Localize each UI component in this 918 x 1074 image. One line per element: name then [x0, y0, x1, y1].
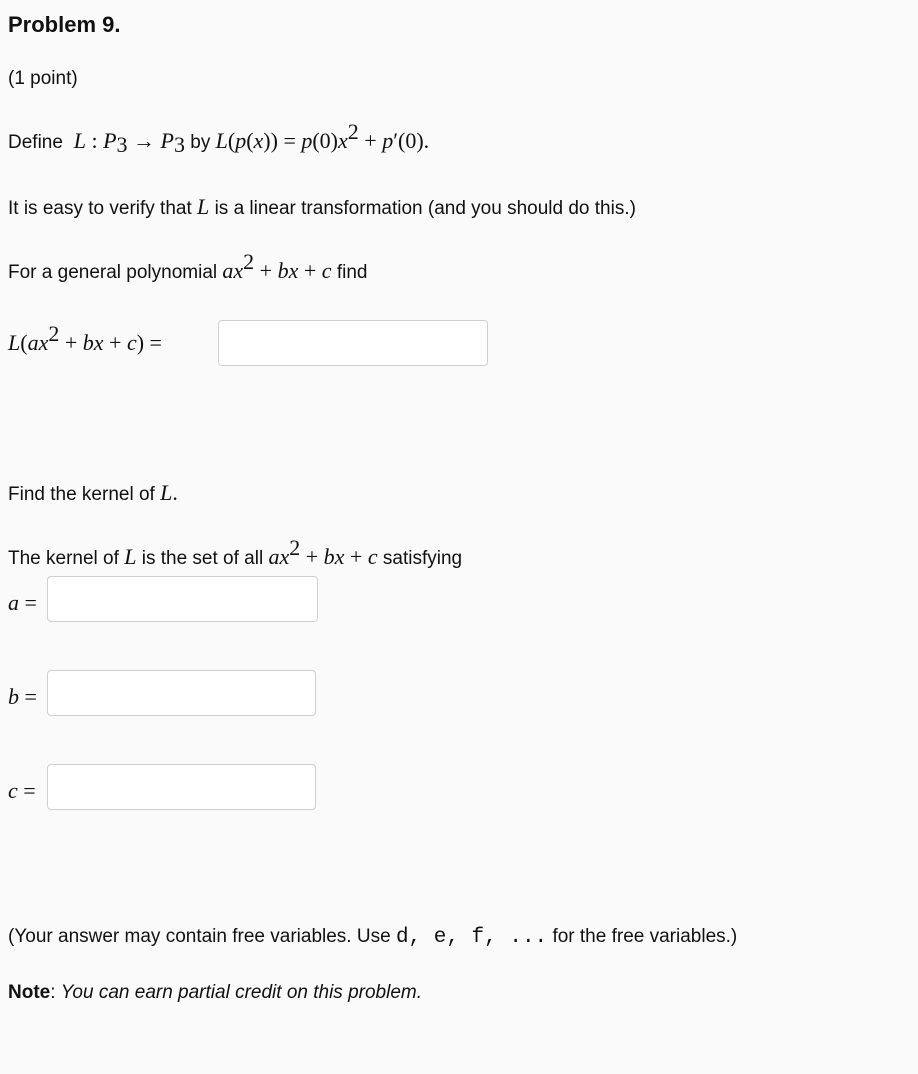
definition-math-rule: L [215, 128, 228, 153]
l-answer-input[interactable] [218, 320, 488, 366]
b-answer-input[interactable] [47, 670, 316, 716]
verify-before: It is easy to verify that [8, 198, 192, 219]
math-poly: ax [222, 258, 244, 283]
c-label: c = [8, 778, 36, 803]
definition-by: by [190, 132, 211, 153]
definition-math-map: L [68, 128, 86, 153]
definition-prefix: Define [8, 132, 63, 153]
problem-title: Problem 9. [8, 12, 121, 37]
l-expression-label: $L(ax^2$ + bx + c) = [8, 321, 162, 355]
problem-points: (1 point) [8, 68, 78, 89]
kernel-set-middle: is the set of all [141, 548, 264, 569]
c-answer-input[interactable] [47, 764, 316, 810]
a-label: a = [8, 590, 37, 615]
math-L: L [197, 194, 210, 219]
kernel-set-line: The kernel of L is the set of all $ax^2$ + bx + c satisfying [8, 535, 463, 569]
free-before: (Your answer may contain free variables. Use [8, 926, 391, 947]
free-vars: d, e, f, ... [395, 926, 548, 949]
free-after: for the free variables.) [552, 926, 738, 947]
note-label: Note [8, 982, 51, 1003]
general-line: For a general polynomial $ax^2$ + bx + c find [8, 249, 368, 283]
note-text: You can earn partial credit on this problem. [60, 982, 423, 1003]
b-label: b = [8, 684, 37, 709]
general-before: For a general polynomial [8, 262, 218, 283]
find-kernel-line: Find the kernel of L. [8, 480, 178, 505]
general-after: find [336, 262, 368, 283]
kernel-set-after: satisfying [382, 548, 463, 569]
find-kernel-text: Find the kernel of [8, 484, 155, 505]
free-variables-line [8, 926, 737, 949]
verify-after: is a linear transformation (and you should do this.) [214, 198, 636, 219]
a-answer-input[interactable] [47, 576, 318, 622]
verify-line [8, 194, 636, 220]
definition-line: Define L : $P_3 \to P_3$ by $L(p(x)) = p(0)x^2 + p'(0)$. [8, 119, 430, 157]
note-line: Note: You can earn partial credit on this problem. [8, 982, 423, 1003]
kernel-set-before: The kernel of [8, 548, 119, 569]
